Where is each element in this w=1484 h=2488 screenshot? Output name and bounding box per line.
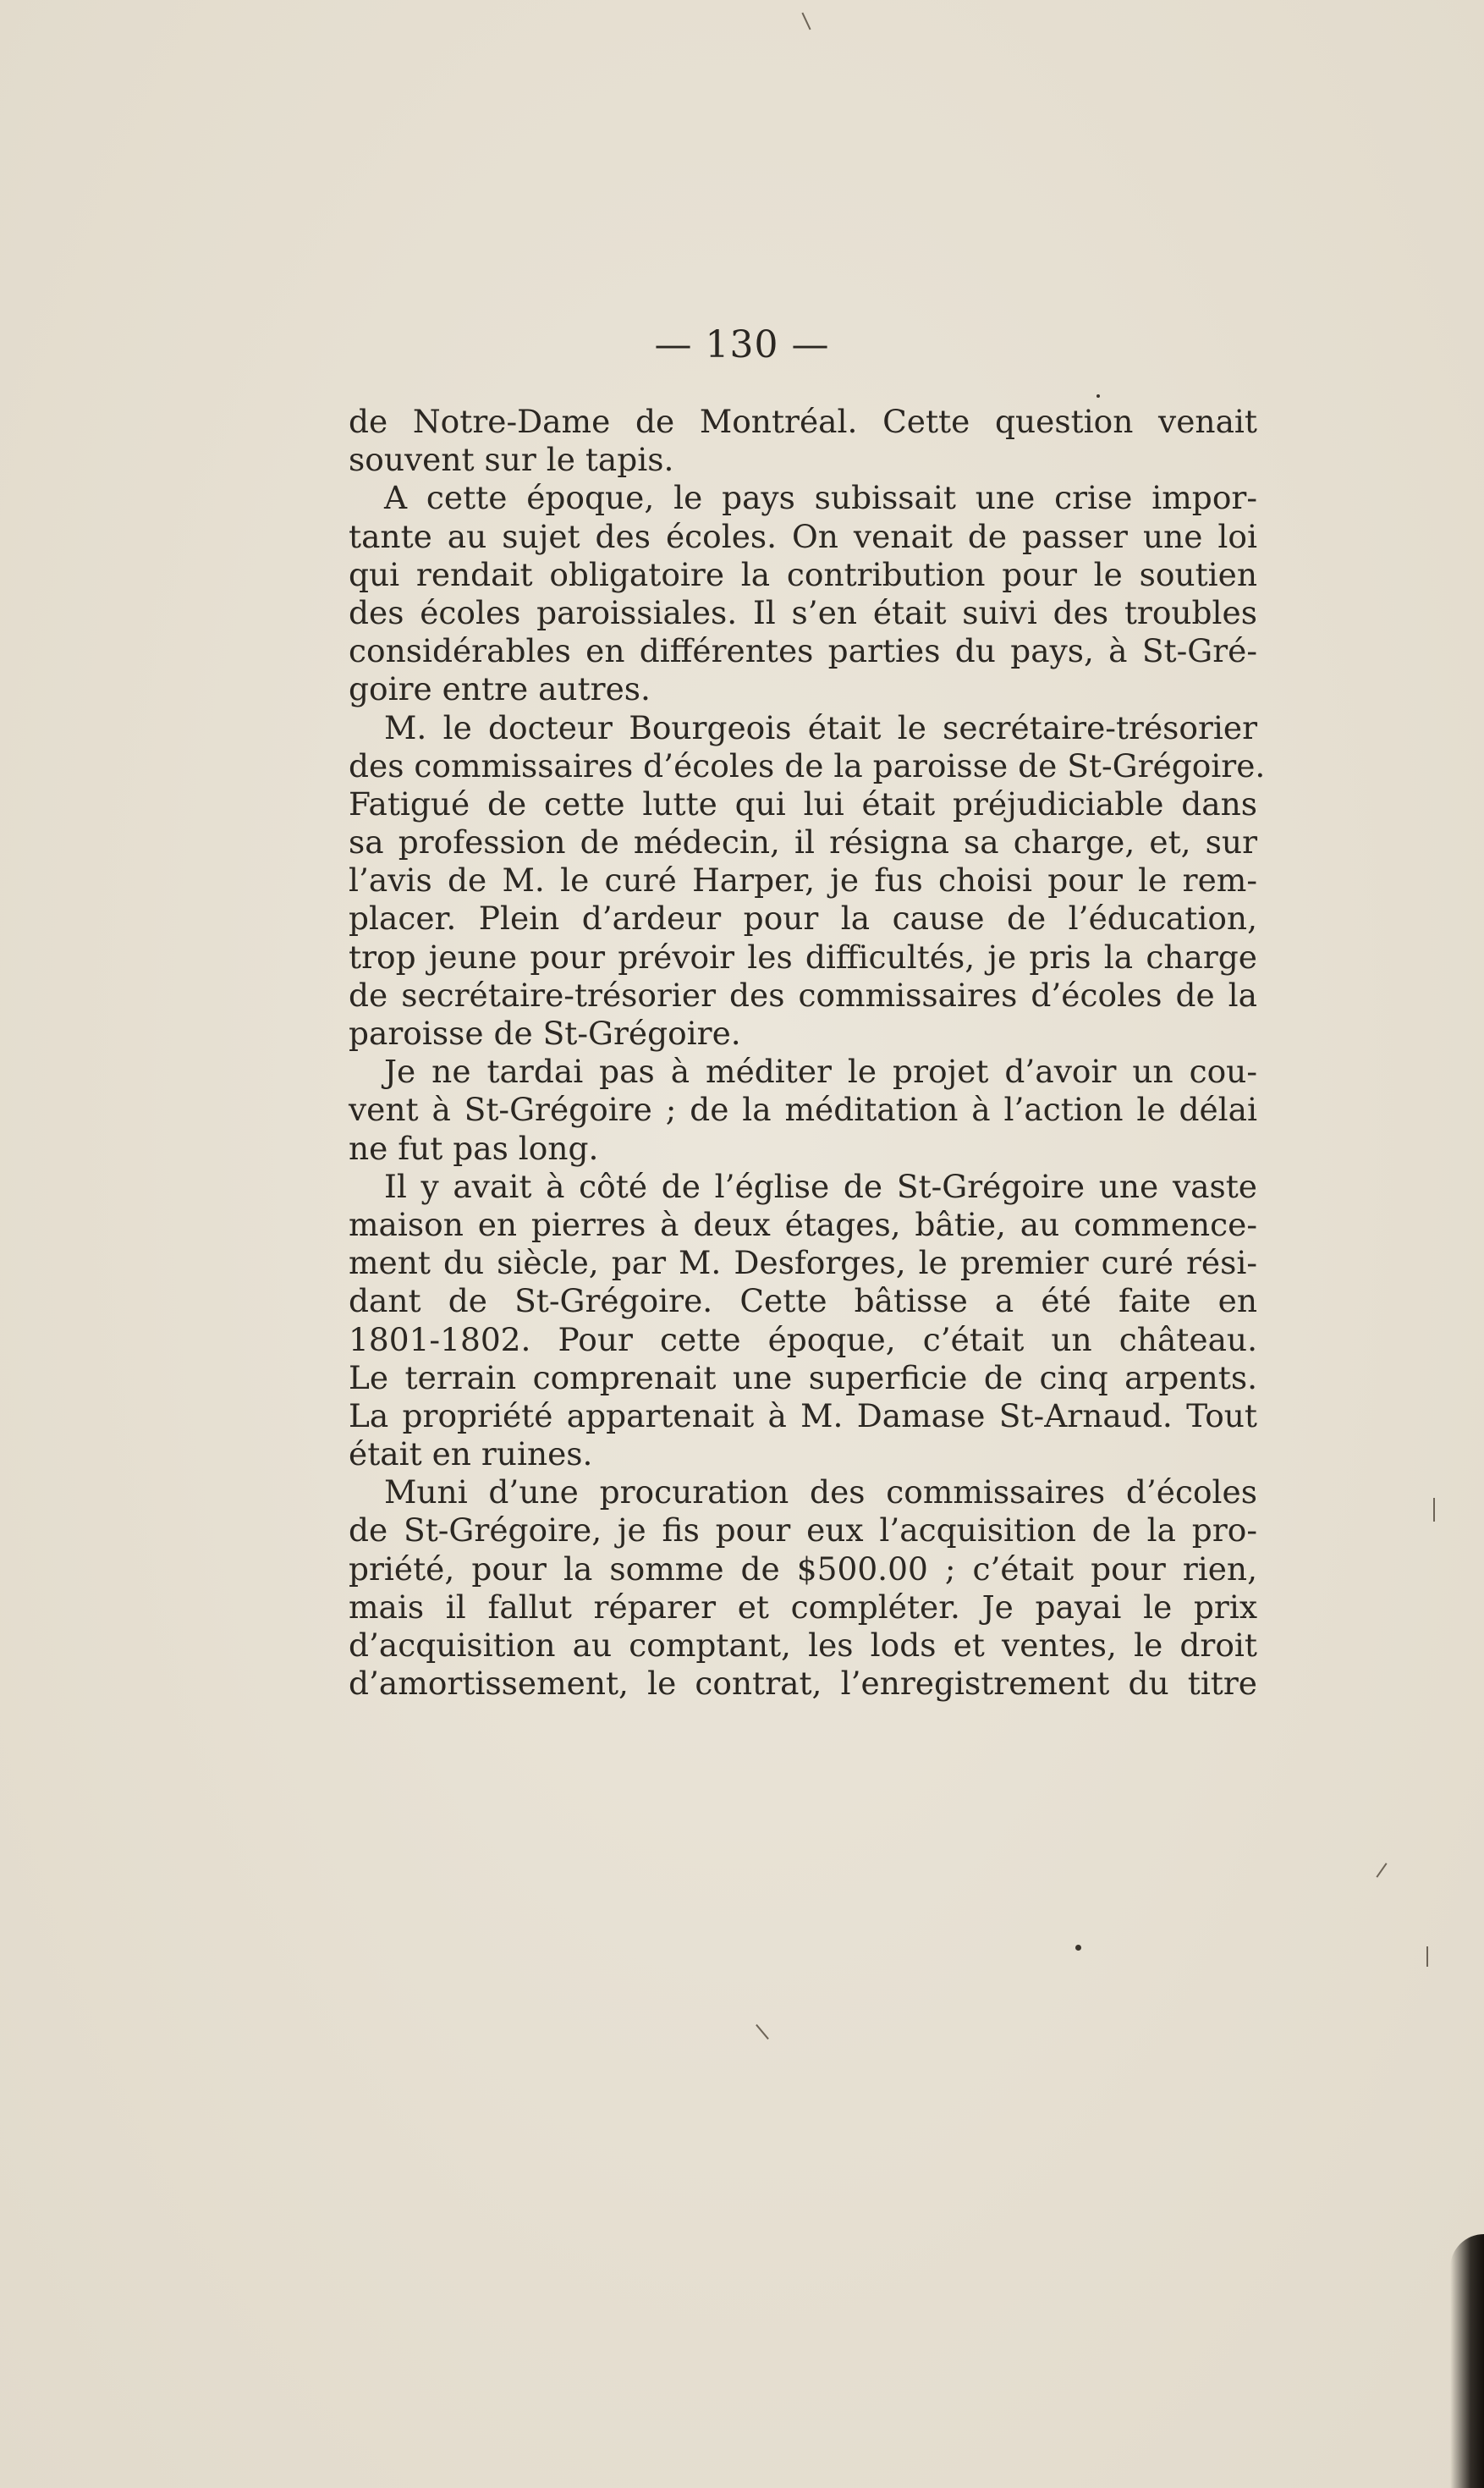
text-line: La propriété appartenait à M. Damase St-Arnaud. Tout (349, 1396, 1257, 1434)
text-line: mais il fallut réparer et compléter. Je payai le prix (349, 1588, 1257, 1626)
text-line: de secrétaire-trésorier des commissaires d’écoles de la (349, 976, 1257, 1014)
scan-mark (756, 2024, 769, 2039)
text-line: dant de St-Grégoire. Cette bâtisse a été faite en (349, 1282, 1257, 1320)
text-line: considérables en différentes parties du pays, à St-Gré- (349, 632, 1257, 670)
text-line: maison en pierres à deux étages, bâtie, au commence- (349, 1205, 1257, 1243)
text-line: de St-Grégoire, je fis pour eux l’acquisition de la pro- (349, 1511, 1257, 1549)
text-line: A cette époque, le pays subissait une crise impor- (384, 479, 1257, 517)
text-line: priété, pour la somme de $500.00 ; c’était pour rien, (349, 1549, 1257, 1588)
text-line: ne fut pas long. (349, 1129, 599, 1167)
text-line: tante au sujet des écoles. On venait de passer une loi (349, 517, 1257, 555)
text-line: l’avis de M. le curé Harper, je fus choisi pour le rem- (349, 861, 1257, 900)
text-line: sa profession de médecin, il résigna sa charge, et, sur (349, 823, 1257, 861)
text-line: souvent sur le tapis. (349, 441, 674, 479)
text-line: d’amortissement, le contrat, l’enregistrement du titre (349, 1665, 1257, 1703)
text-line: de Notre-Dame de Montréal. Cette question venait (349, 403, 1257, 440)
text-line: Le terrain comprenait une superficie de cinq arpents. (349, 1358, 1257, 1396)
scan-mark (1376, 1863, 1387, 1878)
text-line: trop jeune pour prévoir les difficultés, je pris la charge (349, 938, 1257, 976)
text-line: était en ruines. (349, 1435, 593, 1473)
scan-speck (1075, 1945, 1081, 1951)
text-line: Je ne tardai pas à méditer le projet d’avoir un cou- (384, 1053, 1257, 1091)
text-line: des écoles paroissiales. Il s’en était suivi des troubles (349, 593, 1257, 631)
text-line: goire entre autres. (349, 670, 651, 708)
page-edge-shadow (1450, 2234, 1484, 2488)
page-number: — 130 — (654, 323, 830, 366)
scan-mark (1433, 1498, 1435, 1522)
text-line: des commissaires d’écoles de la paroisse de St-Grégoire. (349, 746, 1266, 784)
text-line: ment du siècle, par M. Desforges, le premier curé rési- (349, 1244, 1257, 1282)
body-text (349, 403, 1266, 1703)
text-line: Muni d’une procuration des commissaires d’écoles (384, 1473, 1257, 1511)
text-line: vent à St-Grégoire ; de la méditation à l’action le délai (349, 1091, 1257, 1129)
text-line: 1801-1802. Pour cette époque, c’était un château. (349, 1320, 1257, 1358)
scan-mark (801, 13, 811, 30)
text-line: qui rendait obligatoire la contribution pour le soutien (349, 555, 1257, 593)
scan-speck (1097, 394, 1100, 398)
text-line: Fatigué de cette lutte qui lui était préjudiciable dans (349, 784, 1257, 823)
text-line: Il y avait à côté de l’église de St-Grégoire une vaste (384, 1167, 1257, 1205)
scan-mark (1426, 1946, 1428, 1967)
text-line: paroisse de St-Grégoire. (349, 1015, 741, 1052)
text-line: placer. Plein d’ardeur pour la cause de l’éducation, (349, 900, 1257, 938)
text-line: d’acquisition au comptant, les lods et ventes, le droit (349, 1627, 1257, 1664)
text-line: M. le docteur Bourgeois était le secrétaire-trésorier (384, 708, 1257, 746)
